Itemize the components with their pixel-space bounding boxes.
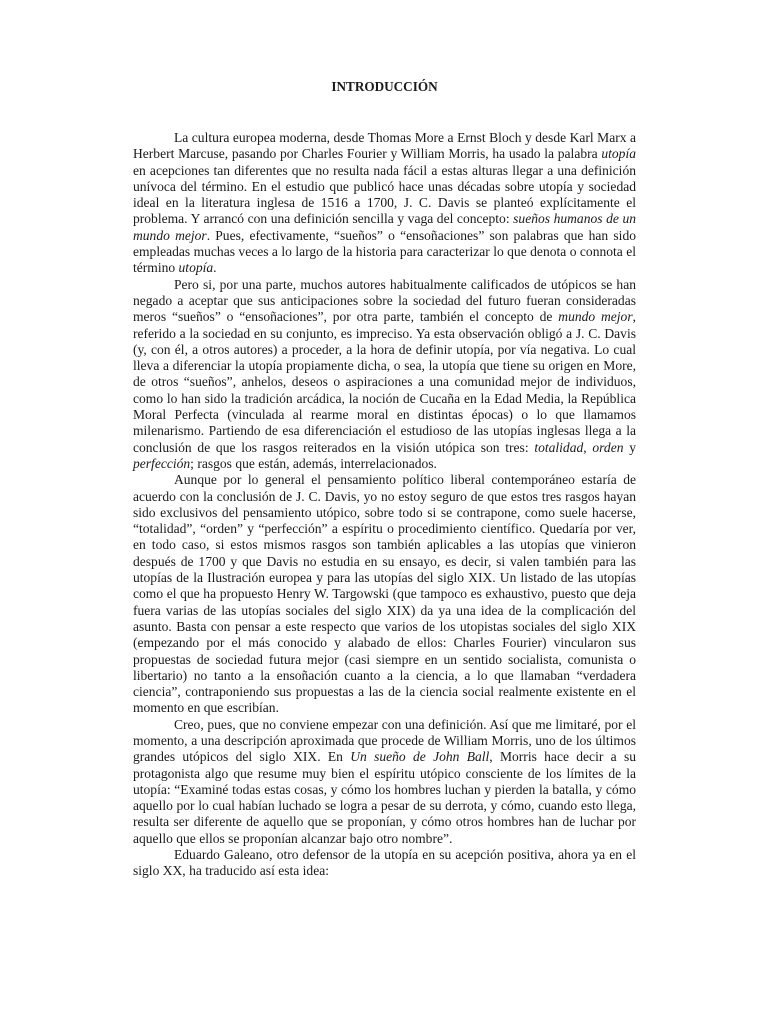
italic-term: perfección <box>133 455 191 471</box>
text-run: y <box>623 439 636 455</box>
italic-term: utopía <box>178 260 214 276</box>
text-run: Pero si, por una parte, muchos autores habitualmente calificados de utópicos se han negado a aceptar que sus anticipaciones sobre la sociedad del futuro fueran consideradas meros “sueños” o “ensoñaciones”, por otra parte, también el concepto de <box>133 276 636 325</box>
italic-term: sueños humanos de un mundo mejor <box>133 211 636 243</box>
text-run: La cultura europea moderna, desde Thomas More a Ernst Bloch y desde Karl Marx a Herbert Marcuse, pasando por Charles Fourier y William Morris, ha usado la palabra <box>133 130 636 162</box>
text-run: en acepciones tan diferentes que no resulta nada fácil a estas alturas llegar a una definición unívoca del término. En el estudio que publicó hace unas décadas sobre utopía y sociedad ideal en la literatura inglesa de 1516 a 1700, J. C. Davis se planteó explícitamente el problema. Y arrancó con una definición sencilla y vaga del concepto: <box>133 162 636 227</box>
text-run: , <box>583 439 593 455</box>
text-run: . <box>213 260 217 276</box>
paragraph-4 <box>133 717 636 847</box>
page-title: INTRODUCCIÓN <box>331 79 438 94</box>
italic-term: orden <box>592 439 624 455</box>
paragraph-1 <box>133 130 636 277</box>
italic-term: utopía <box>601 146 636 162</box>
text-run: , referido a la sociedad en su conjunto, es impreciso. Ya esta observación obligó a J. C. Davis (y, con él, a otros autores) a proceder, a la hora de definir utopía, por vía negativa. Lo cual lleva a diferenciar la utopía propiamente dicha, o sea, la utopía que tiene su origen en More, de otros “sueños”, anhelos, deseos o aspiraciones a una comunidad mejor de individuos, como lo han sido la tradición arcádica, la noción de Cucaña en la Edad Media, la República Moral Perfecta (vinculada al rearme moral en distintas épocas) o lo que llamamos milenarismo. Partiendo de esa diferenciación el estudioso de las utopías inglesas llega a la conclusión de que los rasgos reiterados en la visión utópica son tres: <box>133 309 636 455</box>
text-run: Eduardo Galeano, otro defensor de la utopía en su acepción positiva, ahora ya en el siglo XX, ha traducido así esta idea: <box>133 847 636 879</box>
paragraph-2 <box>133 277 636 473</box>
text-run: . Pues, efectivamente, “sueños” o “ensoñaciones” son palabras que han sido empleadas muchas veces a lo largo de la historia para caracterizar lo que denota o connota el término <box>133 227 636 276</box>
document-page <box>133 78 636 880</box>
italic-term: mundo mejor <box>558 309 633 325</box>
italic-term: Un sueño de John Ball <box>350 749 490 765</box>
paragraph-3 <box>133 472 636 716</box>
text-run: ; rasgos que están, además, interrelacionados. <box>190 455 437 471</box>
paragraph-5 <box>133 847 636 880</box>
italic-term: totalidad <box>534 439 584 455</box>
text-run: , Morris hace decir a su protagonista algo que resume muy bien el espíritu utópico consciente de los límites de la utopía: “Examiné todas estas cosas, y cómo los hombres luchan y pierden la batalla, y cómo aquello por lo cual habían luchado se logra a pesar de su derrota, y cómo, cuando esto llega, resulta ser diferente de aquello que se proponían, y cómo otros hombres han de luchar por aquello que ellos se proponían alcanzar bajo otro nombre”. <box>133 749 636 846</box>
text-run: Aunque por lo general el pensamiento político liberal contemporáneo estaría de acuerdo con la conclusión de J. C. Davis, yo no estoy seguro de que estos tres rasgos hayan sido exclusivos del pensamiento utópico, sobre todo si se contrapone, como suele hacerse, “totalidad”, “orden” y “perfección” a espíritu o procedimiento científico. Quedaría por ver, en todo caso, si estos mismos rasgos son también aplicables a las utopías que vinieron después de 1700 y que Davis no estudia en su ensayo, es decir, si valen también para las utopías de la Ilustración europea y para las utopías del siglo XIX. Un listado de las utopías como el que ha propuesto Henry W. Targowski (que tampoco es exhaustivo, puesto que deja fuera varias de las utopías sociales del siglo XIX) da ya una idea de la complicación del asunto. Basta con pensar a este respecto que varios de los utopistas sociales del siglo XIX (empezando por el más conocido y alabado de ellos: Charles Fourier) vincularon sus propuestas de sociedad futura mejor (casi siempre en un sentido socialista, comunista o libertario) no tanto a la ensoñación cuanto a la ciencia, a lo que llamaban “verdadera ciencia”, contraponiendo sus propuestas a las de la ciencia social realmente existente en el momento en que escribían. <box>133 472 636 716</box>
text-run: Creo, pues, que no conviene empezar con una definición. Así que me limitaré, por el momento, a una descripción aproximada que procede de William Morris, uno de los últimos grandes utópicos del siglo XIX. En <box>133 716 636 765</box>
